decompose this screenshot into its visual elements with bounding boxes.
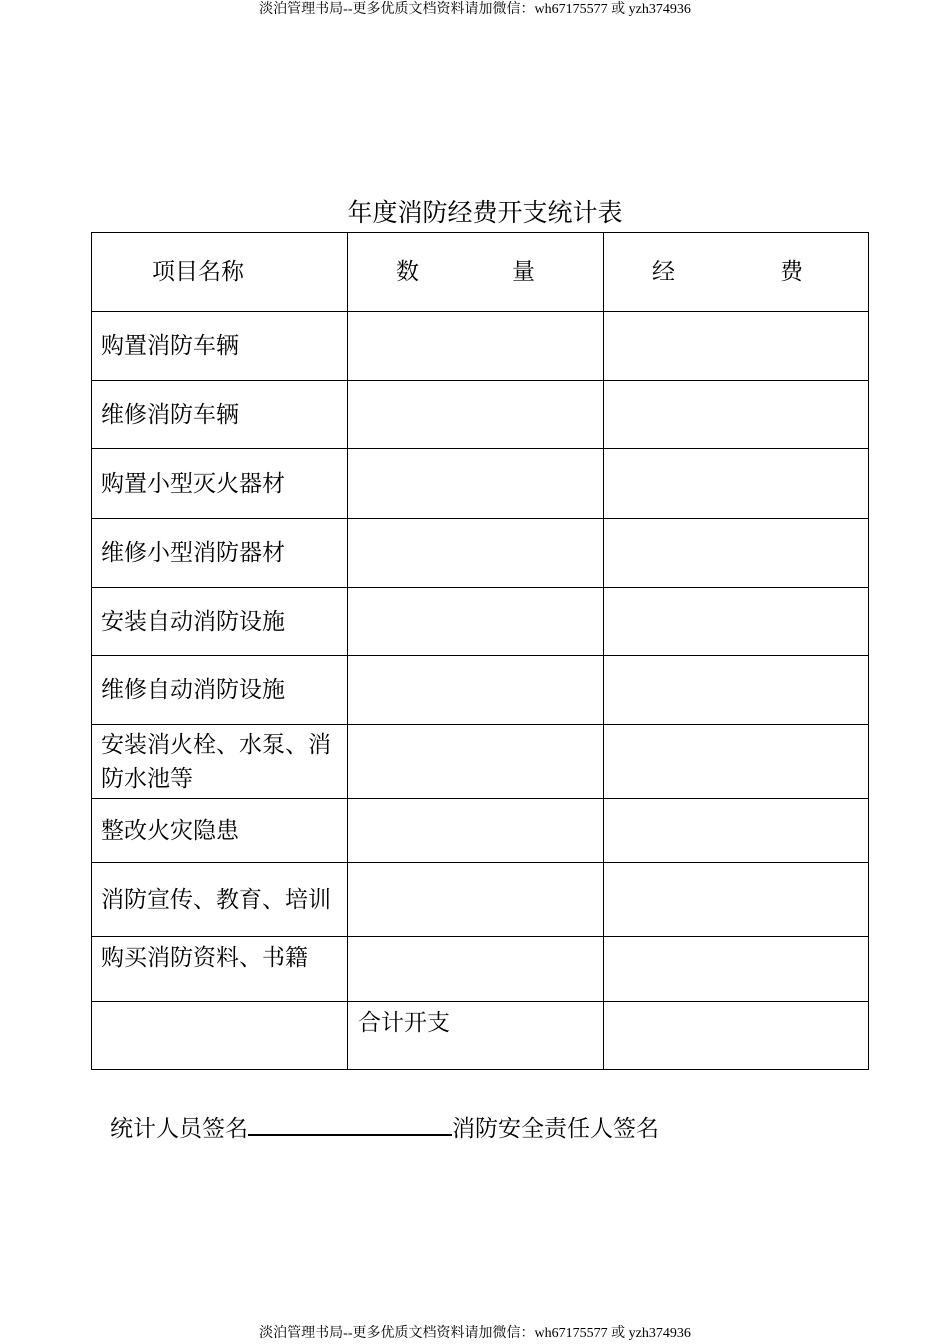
footer-watermark-note: 淡泊管理书局--更多优质文档资料请加微信：wh67175577 或 yzh374936 [259,1326,691,1341]
row-name-cell: 购买消防资料、书籍 [92,937,348,1002]
row-cost-cell [603,863,868,937]
header-watermark-note: 淡泊管理书局--更多优质文档资料请加微信：wh67175577 或 yzh374936 [259,2,691,17]
table-row [92,863,869,937]
row-cost-cell [603,312,868,381]
row-cost-cell [603,656,868,725]
table-row [92,588,869,656]
row-name-cell: 购置消防车辆 [92,312,348,381]
row-cost-cell [603,588,868,656]
row-cost-cell [603,381,868,449]
row-cost-cell [603,519,868,588]
signature-line [110,1108,659,1146]
total-cost-cell [603,1002,868,1070]
table-row [92,519,869,588]
total-empty-cell [92,1002,348,1070]
row-name-cell: 维修自动消防设施 [92,656,348,725]
header-quantity-char-2: 量 [511,259,535,285]
header-cost-char-1: 经 [651,259,675,285]
row-quantity-cell [347,937,603,1002]
row-quantity-cell [347,381,603,449]
row-cost-cell [603,449,868,519]
table-row [92,937,869,1002]
table-row [92,449,869,519]
header-item-name-label: 项目名称 [152,259,244,285]
header-item-name [92,233,348,312]
row-cost-cell [603,937,868,1002]
row-quantity-cell [347,312,603,381]
statistician-signature-label: 统计人员签名 [110,1116,248,1142]
row-quantity-cell [347,656,603,725]
table-row [92,799,869,863]
table-row [92,656,869,725]
row-name-cell: 维修小型消防器材 [92,519,348,588]
row-quantity-cell [347,799,603,863]
statistician-signature-field[interactable] [248,1108,452,1136]
row-quantity-cell [347,588,603,656]
row-quantity-cell [347,519,603,588]
row-quantity-cell [347,725,603,799]
row-cost-cell [603,725,868,799]
table-total-row [92,1002,869,1070]
page-title: 年度消防经费开支统计表 [347,198,623,227]
row-name-cell: 购置小型灭火器材 [92,449,348,519]
expense-table [91,232,869,1070]
row-cost-cell [603,799,868,863]
safety-officer-signature-label: 消防安全责任人签名 [452,1116,659,1142]
row-quantity-cell [347,863,603,937]
row-name-cell: 整改火灾隐患 [92,799,348,863]
table-row [92,312,869,381]
total-label-cell: 合计开支 [347,1002,603,1070]
header-quantity-char-1: 数 [395,259,419,285]
row-name-cell: 安装自动消防设施 [92,588,348,656]
table-row [92,725,869,799]
header-quantity [347,233,603,312]
table-header-row [92,233,869,312]
table-row [92,381,869,449]
row-name-cell: 安装消火栓、水泵、消防水池等 [92,725,348,799]
header-cost-char-2: 费 [780,259,803,285]
header-cost [603,233,868,312]
row-name-cell: 维修消防车辆 [92,381,348,449]
row-name-cell: 消防宣传、教育、培训 [92,863,348,937]
row-quantity-cell [347,449,603,519]
